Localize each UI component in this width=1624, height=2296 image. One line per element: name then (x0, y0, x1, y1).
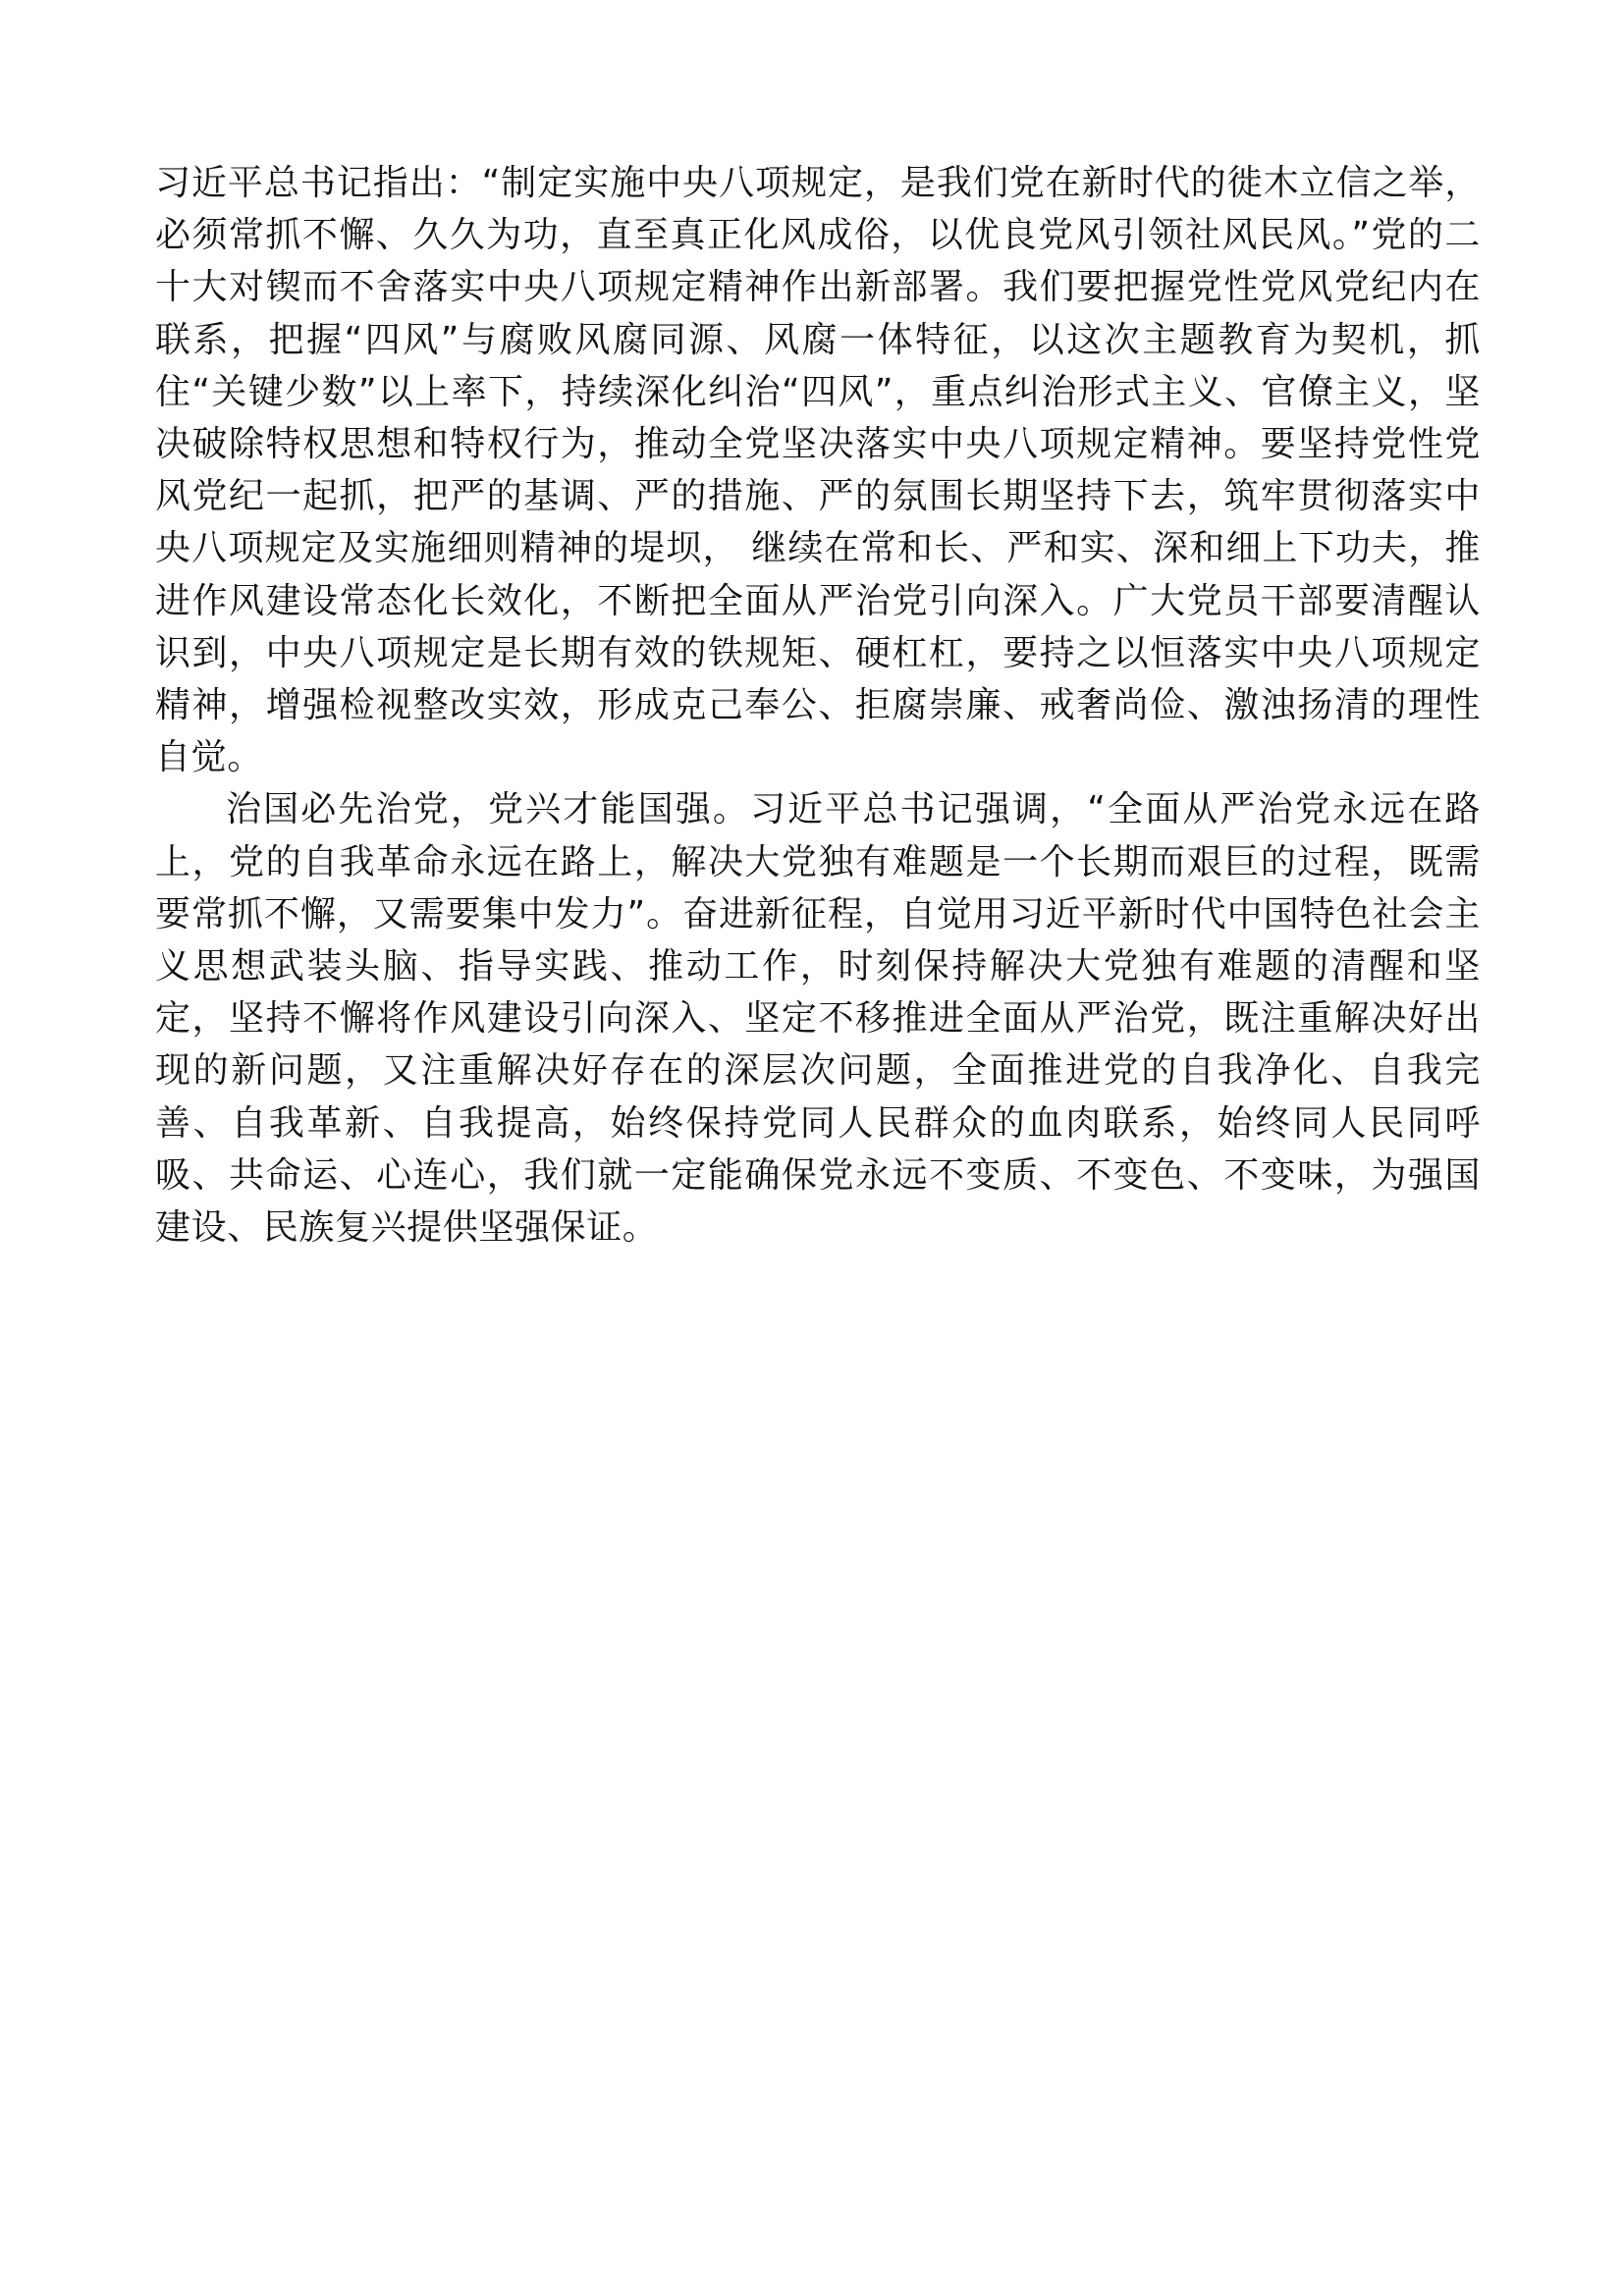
document-body (155, 157, 1481, 1254)
paragraph-2: 治国必先治党，党兴才能国强。习近平总书记强调，“全面从严治党永远在路上，党的自我革命永远在路上，解决大党独有难题是一个长期而艰巨的过程，既需要常抓不懈，又需要集中发力”。奋进新征程，自觉用习近平新时代中国特色社会主义思想武装头脑、指导实践、推动工作，时刻保持解决大党独有难题的清醒和坚定，坚持不懈将作风建设引向深入、坚定不移推进全面从严治党，既注重解决好出现的新问题，又注重解决好存在的深层次问题，全面推进党的自我净化、自我完善、自我革新、自我提高，始终保持党同人民群众的血肉联系，始终同人民同呼吸、共命运、心连心，我们就一定能确保党永远不变质、不变色、不变味，为强国建设、民族复兴提供坚强保证。 (155, 789, 1481, 1249)
paragraph-1: 习近平总书记指出：“制定实施中央八项规定，是我们党在新时代的徙木立信之举，必须常抓不懈、久久为功，直至真正化风成俗，以优良党风引领社风民风。”党的二十大对锲而不舍落实中央八项规定精神作出新部署。我们要把握党性党风党纪内在联系，把握“四风”与腐败风腐同源、风腐一体特征，以这次主题教育为契机，抓住“关键少数”以上率下，持续深化纠治“四风”，重点纠治形式主义、官僚主义，坚决破除特权思想和特权行为，推动全党坚决落实中央八项规定精神。要坚持党性党风党纪一起抓，把严的基调、严的措施、严的氛围长期坚持下去，筑牢贯彻落实中央八项规定及实施细则精神的堤坝， 继续在常和长、严和实、深和细上下功夫，推进作风建设常态化长效化，不断把全面从严治党引向深入。广大党员干部要清醒认识到，中央八项规定是长期有效的铁规矩、硬杠杠，要持之以恒落实中央八项规定精神，增强检视整改实效，形成克己奉公、拒腐崇廉、戒奢尚俭、激浊扬清的理性自觉。 (155, 163, 1481, 778)
